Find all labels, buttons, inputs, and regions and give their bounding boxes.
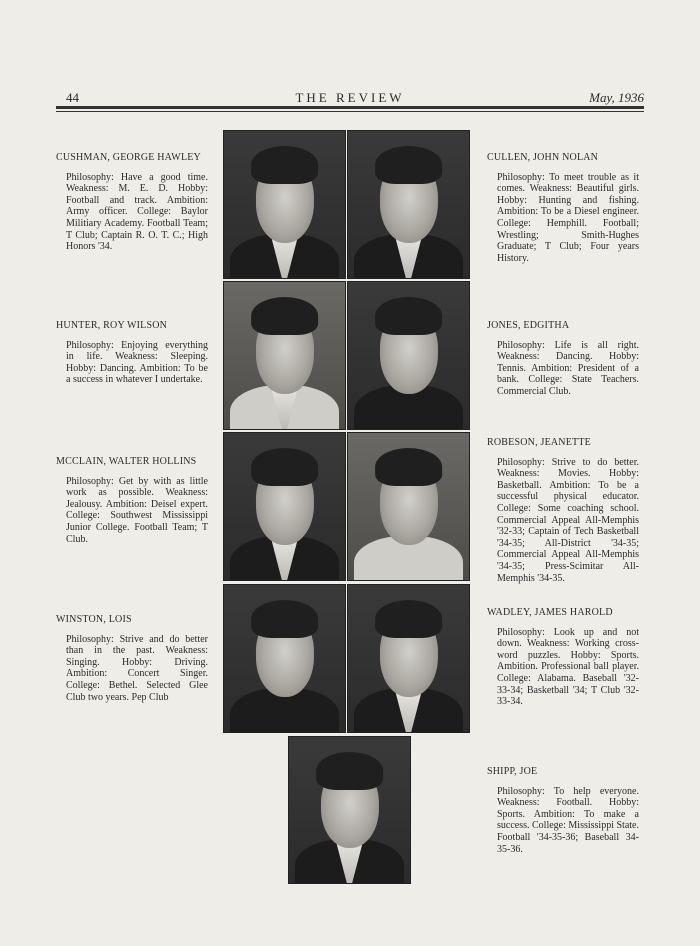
portrait-photo-jones bbox=[347, 281, 470, 430]
entry-winston bbox=[56, 614, 208, 703]
entry-hunter bbox=[56, 320, 208, 386]
entry-text: Philosophy: Enjoying everything in life. Weakness: Sleeping. Hobby: Dancing. Ambition: To be a success in whatever I undertake. bbox=[66, 339, 208, 386]
header-rule-thick bbox=[56, 106, 644, 109]
portrait-photo-mcclain bbox=[223, 432, 346, 581]
entry-name: HUNTER, ROY WILSON bbox=[56, 320, 168, 331]
entry-name: WINSTON, LOIS bbox=[56, 614, 132, 625]
entry-name: ROBESON, JEANETTE bbox=[487, 437, 591, 448]
publication-title: THE REVIEW bbox=[295, 90, 405, 105]
entry-cushman bbox=[56, 152, 208, 253]
entry-shipp bbox=[487, 766, 639, 855]
entry-mcclain bbox=[56, 456, 208, 545]
entry-text: Philosophy: Strive and do better than in the past. Weakness: Singing. Hobby: Driving. Ambition: Concert Singer. College: Bethel. Selected Glee Club two years. Pep Club bbox=[66, 633, 208, 703]
entry-name: MCCLAIN, WALTER HOLLINS bbox=[56, 456, 197, 467]
portrait-photo-winston bbox=[223, 584, 346, 733]
entry-wadley bbox=[487, 607, 639, 708]
entry-text: Philosophy: To meet trouble as it comes. Weakness: Beautiful girls. Hobby: Hunting and fishing. Ambition: To be a Diesel engineer. College: Hemphill. Football; Wrestling; Smith-Hughes Graduate; T Club; Four years History. bbox=[497, 171, 639, 264]
portrait-photo-cushman bbox=[223, 130, 346, 279]
entry-text: Philosophy: Have a good time. Weakness: M. E. D. Hobby: Football and track. Ambition: Army officer. College: Baylor Militiary Academy. Football Team; T Club; Captain R. O. T. C.; High Honors '34. bbox=[66, 171, 208, 253]
portrait-photo-shipp bbox=[288, 736, 411, 884]
entry-name: CUSHMAN, GEORGE HAWLEY bbox=[56, 152, 201, 163]
portrait-photo-hunter bbox=[223, 281, 346, 430]
portrait-photo-wadley bbox=[347, 584, 470, 733]
entry-name: CULLEN, JOHN NOLAN bbox=[487, 152, 599, 163]
entry-text: Philosophy: Get by with as little work as possible. Weakness: Jealousy. Ambition: Deisel expert. College: Southwest Mississippi Junior College. Football Team; T Club. bbox=[66, 475, 208, 545]
entry-name: SHIPP, JOE bbox=[487, 766, 538, 777]
entry-name: WADLEY, JAMES HAROLD bbox=[487, 607, 613, 618]
page-number: 44 bbox=[66, 90, 79, 105]
entry-text: Philosophy: Look up and not down. Weakness: Working cross-word puzzles. Hobby: Sports. Ambition. Professional ball player. College: Alabama. Baseball '32-33-34; Basketball '34; T Club '32-33-34. bbox=[497, 626, 639, 708]
portrait-photo-robeson bbox=[347, 432, 470, 581]
entry-robeson bbox=[487, 437, 639, 584]
entry-cullen bbox=[487, 152, 639, 264]
header-rule-thin bbox=[56, 111, 644, 112]
entry-name: JONES, EDGITHA bbox=[487, 320, 570, 331]
entry-text: Philosophy: Life is all right. Weakness: Dancing. Hobby: Tennis. Ambition: President of a bank. College: State Teachers. Commercial Club. bbox=[497, 339, 639, 397]
entry-text: Philosophy: To help everyone. Weakness: Football. Hobby: Sports. Ambition: To make a success. College: Mississippi State. Football '34-35-36; Baseball 34-35-36. bbox=[497, 785, 639, 855]
entry-text: Philosophy: Strive to do better. Weakness: Movies. Hobby: Basketball. Ambition: To be a successful physical educator. College: Some coaching school. Commercial Appeal All-Memphis '32-33; Captain of Tech Basketball '34-35; All-District '34-35; Commercial Appeal All-Memphis '34-35; Press-Scimitar All-Memphis '34-35. bbox=[497, 456, 639, 584]
issue-date: May, 1936 bbox=[589, 90, 644, 105]
entry-jones bbox=[487, 320, 639, 398]
portrait-photo-cullen bbox=[347, 130, 470, 279]
